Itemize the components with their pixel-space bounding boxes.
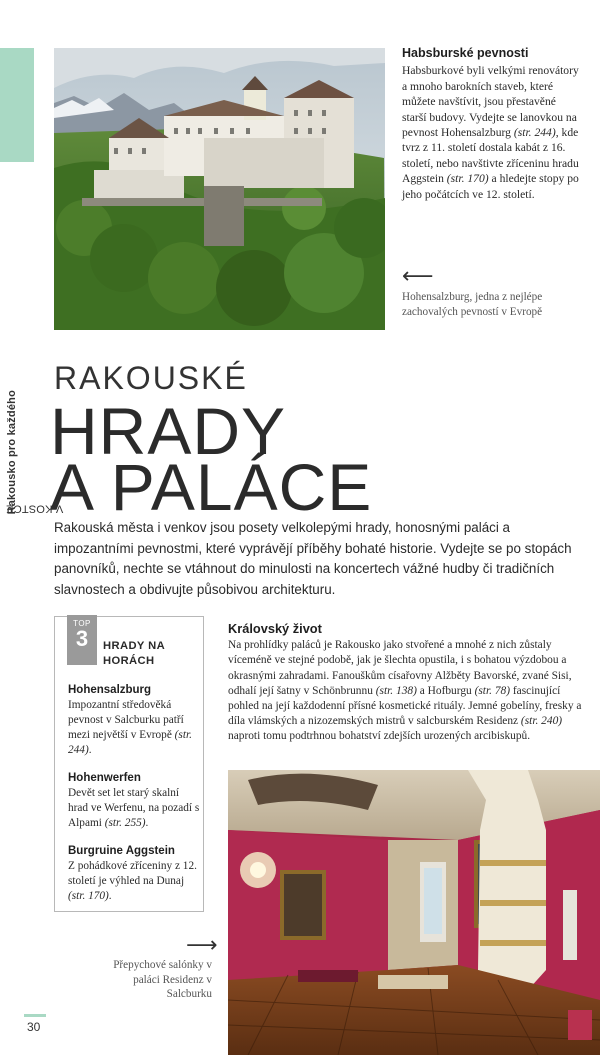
section-label xyxy=(6,390,64,620)
list-item-text: Impozantní středověká pevnost v Salcburku patří mezi největší v Evropě (str. 244). xyxy=(68,699,192,756)
section-prefix: V KOSTCE xyxy=(6,502,64,515)
photo-bottom-caption: Přepychové salónky v paláci Residenz v Salcburku xyxy=(113,959,212,1001)
list-item-title: Hohenwerfen xyxy=(68,772,141,784)
top3-heading: HRADY NA HORÁCH xyxy=(103,640,165,667)
article-heading: Královský život xyxy=(228,621,322,636)
list-item-text: Z pohádkové zříceniny z 12. století je výhled na Dunaj (str. 170). xyxy=(68,860,197,902)
page-number-accent xyxy=(24,1014,46,1017)
sidebar-text-3: a hledejte stopy po jeho počátcích ve 12. století. xyxy=(402,172,579,201)
top3-list xyxy=(68,683,200,917)
sidebar-text-1: Habsburkové byli velkými renovátory a mnoho barokních staveb, které můžete navštívit, jsou přestavěné starší budovy. Vydejte se lanovkou na pevnost Hohensalzburg xyxy=(402,64,579,140)
list-item xyxy=(68,771,200,831)
list-item xyxy=(68,844,200,904)
top3-flag-label: TOP xyxy=(73,619,91,628)
list-item-text: Devět set let starý skalní hrad ve Werfenu, na pozadí s Alpami (str. 255). xyxy=(68,787,200,829)
sidebar-paragraph xyxy=(402,63,582,202)
top3-flag xyxy=(67,615,97,665)
intro-paragraph: Rakouská města i venkov jsou posety velkolepými hrady, honosnými paláci a impozantními pevnostmi, které vyprávějí příběhy bohaté historie. Vydejte se po stopách panovníků, nechte se vtáhnout do minulosti na koncertech vážné hudby či tradičních slavnostech a obdivujte působivou architekturu. xyxy=(54,520,572,597)
title-line-2: A PALÁCE xyxy=(50,450,373,524)
sidebar-box xyxy=(402,46,582,202)
sidebar-ref-2: (str. 170) xyxy=(446,172,489,186)
section-name: Rakousko pro každého xyxy=(6,390,18,515)
sidebar-text-2: , kde tvrz z 11. století dostala kabát z 16. století, nebo navštivte zříceninu hradu Aggstein xyxy=(402,126,579,186)
title-line-1: HRADY xyxy=(50,394,287,468)
palace-room-photo xyxy=(228,770,600,1055)
sidebar-ref-1: (str. 244) xyxy=(513,126,556,140)
list-item-title: Hohensalzburg xyxy=(68,684,152,696)
page-number: 30 xyxy=(27,1020,41,1034)
article-paragraph: Na prohlídky paláců je Rakousko jako stvořené a mnohé z nich zůstaly víceméně ve stejné podobě, jak je šlechta opustila, i s bohatou výzdobou a okrasnými zahradami. Fanouškům císařovny Alžběty Bavorské, zvané Sisi, odhalí její šatny v Schönbrunnu (str. 138) a Hofburgu (str. 78) fascinující pohled na její každodenní přísné kosmetické rituály. Jemné gobelíny, fresky a díla vlámských a nizozemských mistrů v salcburském Residenz (str. 240) naproti tomu podtrhnou bohatství zdejších urozených arcibiskupů. xyxy=(228,639,582,743)
fortress-photo xyxy=(54,48,385,330)
article-box xyxy=(228,621,582,745)
top3-box xyxy=(54,616,204,912)
arrow-right-icon: ⟶ xyxy=(186,933,218,958)
list-item xyxy=(68,683,200,758)
list-item-title: Burgruine Aggstein xyxy=(68,845,175,857)
arrow-left-icon: ⟵ xyxy=(402,264,434,289)
title-kicker: RAKOUSKÉ xyxy=(54,360,248,396)
sidebar-heading: Habsburské pevnosti xyxy=(402,46,529,60)
top3-flag-number: 3 xyxy=(75,626,89,651)
photo-top-caption: Hohensalzburg, jedna z nejlépe zachovalých pevností v Evropě xyxy=(402,291,543,318)
section-color-tab xyxy=(0,48,34,162)
